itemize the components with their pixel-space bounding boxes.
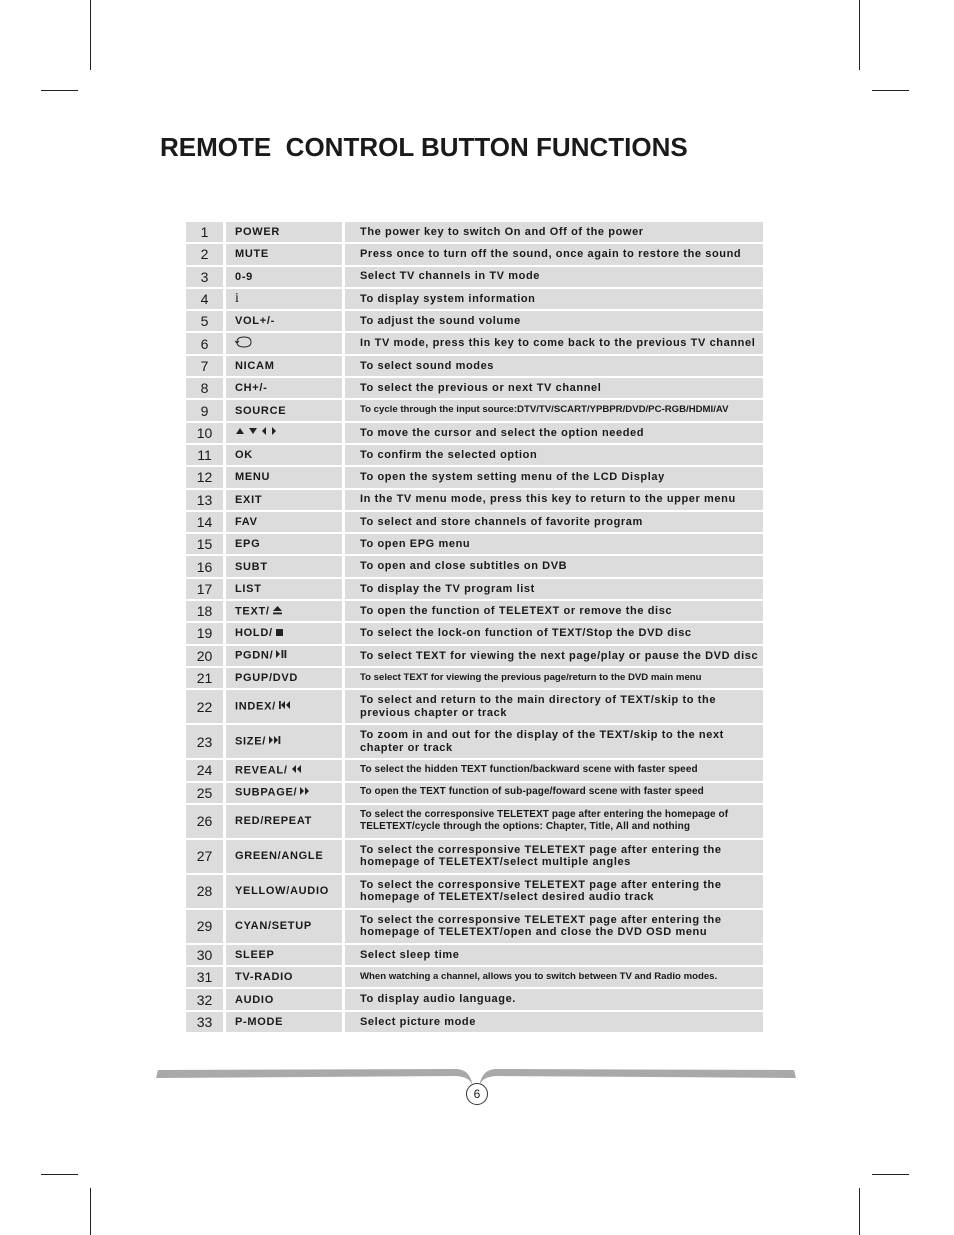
- button-name-cell: [226, 967, 345, 989]
- button-name-cell: [226, 445, 345, 467]
- crop-mark-top-right-h: [872, 90, 909, 91]
- button-name: SUBT: [235, 560, 268, 573]
- table-row: [186, 222, 763, 244]
- button-name: SIZE/: [235, 735, 267, 748]
- row-number: 18: [186, 601, 226, 623]
- table-row: [186, 646, 763, 668]
- table-row: [186, 910, 763, 945]
- info-icon: i: [235, 291, 240, 307]
- crop-mark-top-right-v: [859, 0, 860, 70]
- button-name-cell: [226, 222, 345, 244]
- table-row: [186, 289, 763, 311]
- table-row: [186, 512, 763, 534]
- button-name: LIST: [235, 582, 262, 595]
- button-name: CYAN/SETUP: [235, 920, 312, 933]
- table-row: [186, 400, 763, 422]
- button-name: TEXT/: [235, 605, 270, 618]
- button-name: EXIT: [235, 493, 263, 506]
- button-name-cell: [226, 783, 345, 805]
- button-name: SOURCE: [235, 404, 287, 417]
- button-name-cell: [226, 646, 345, 668]
- button-name: TV-RADIO: [235, 971, 294, 984]
- button-name: NICAM: [235, 359, 275, 372]
- table-row: [186, 967, 763, 989]
- button-name: GREEN/ANGLE: [235, 850, 324, 863]
- function-description: Select TV channels in TV mode: [345, 267, 763, 289]
- button-name-cell: [226, 725, 345, 760]
- play-pause-icon: [275, 649, 287, 662]
- row-number: 29: [186, 910, 226, 945]
- table-row: [186, 244, 763, 266]
- function-description: To select the corresponsive TELETEXT page after entering the homepage of TELETEXT/open and close the DVD OSD menu: [345, 910, 763, 945]
- button-name: MENU: [235, 471, 271, 484]
- function-description: To select TEXT for viewing the next page/play or pause the DVD disc: [345, 646, 763, 668]
- row-number: 5: [186, 311, 226, 333]
- table-row: [186, 356, 763, 378]
- table-row: [186, 490, 763, 512]
- button-name-cell: [226, 805, 345, 840]
- function-description: To open EPG menu: [345, 534, 763, 556]
- function-description: Select picture mode: [345, 1012, 763, 1034]
- button-name-cell: [226, 760, 345, 782]
- function-description: To zoom in and out for the display of the TEXT/skip to the next chapter or track: [345, 725, 763, 760]
- row-number: 19: [186, 623, 226, 645]
- button-name-cell: [226, 945, 345, 967]
- row-number: 11: [186, 445, 226, 467]
- button-name-cell: [226, 623, 345, 645]
- page-number: 6: [466, 1083, 488, 1105]
- table-row: [186, 783, 763, 805]
- button-name-cell: [226, 1012, 345, 1034]
- button-name: 0-9: [235, 270, 253, 283]
- button-name-cell: [226, 910, 345, 945]
- function-description: To adjust the sound volume: [345, 311, 763, 333]
- row-number: 21: [186, 668, 226, 690]
- button-name-cell: [226, 840, 345, 875]
- function-description: To select and return to the main directory of TEXT/skip to the previous chapter or track: [345, 690, 763, 725]
- table-row: [186, 267, 763, 289]
- button-name: MUTE: [235, 248, 269, 261]
- row-number: 14: [186, 512, 226, 534]
- table-row: [186, 668, 763, 690]
- row-number: 25: [186, 783, 226, 805]
- function-description: To open the system setting menu of the LCD Display: [345, 467, 763, 489]
- row-number: 30: [186, 945, 226, 967]
- button-name: HOLD/: [235, 627, 273, 640]
- skip-forward-icon: [268, 735, 281, 748]
- button-name: VOL+/-: [235, 315, 275, 328]
- row-number: 10: [186, 423, 226, 445]
- row-number: 6: [186, 333, 226, 355]
- table-row: [186, 333, 763, 355]
- fast-forward-icon: [299, 786, 311, 799]
- button-name: SLEEP: [235, 948, 275, 961]
- button-name-cell: [226, 579, 345, 601]
- table-row: [186, 760, 763, 782]
- button-functions-table: [186, 222, 763, 1034]
- function-description: To select the corresponsive TELETEXT page after entering the homepage of TELETEXT/select multiple angles: [345, 840, 763, 875]
- table-row: [186, 423, 763, 445]
- button-name-cell: [226, 875, 345, 910]
- row-number: 27: [186, 840, 226, 875]
- button-name-cell: [226, 244, 345, 266]
- table-row: [186, 378, 763, 400]
- button-name-cell: [226, 534, 345, 556]
- table-row: [186, 579, 763, 601]
- table-row: [186, 467, 763, 489]
- table-row: [186, 601, 763, 623]
- button-name-cell: [226, 512, 345, 534]
- stop-icon: [275, 628, 284, 640]
- row-number: 24: [186, 760, 226, 782]
- row-number: 8: [186, 378, 226, 400]
- function-description: To select the corresponsive TELETEXT page after entering the homepage of TELETEXT/select desired audio track: [345, 875, 763, 910]
- function-description: To cycle through the input source:DTV/TV/SCART/YPBPR/DVD/PC-RGB/HDMI/AV: [345, 400, 763, 422]
- function-description: To select the previous or next TV channel: [345, 378, 763, 400]
- button-name-cell: [226, 378, 345, 400]
- button-name: SUBPAGE/: [235, 786, 298, 799]
- crop-mark-bottom-right-h: [872, 1174, 909, 1175]
- button-name-cell: [226, 490, 345, 512]
- button-name: AUDIO: [235, 993, 274, 1006]
- table-row: [186, 556, 763, 578]
- footer-bar-left: [156, 1069, 472, 1084]
- footer-bar-right: [480, 1069, 796, 1084]
- row-number: 2: [186, 244, 226, 266]
- function-description: In TV mode, press this key to come back to the previous TV channel: [345, 333, 763, 355]
- row-number: 9: [186, 400, 226, 422]
- button-name: INDEX/: [235, 700, 276, 713]
- table-row: [186, 623, 763, 645]
- crop-mark-bottom-right-v: [859, 1188, 860, 1235]
- row-number: 4: [186, 289, 226, 311]
- function-description: To move the cursor and select the option needed: [345, 423, 763, 445]
- button-functions-body: [186, 222, 763, 1034]
- function-description: To display audio language.: [345, 989, 763, 1011]
- button-name-cell: [226, 989, 345, 1011]
- button-name-cell: [226, 289, 345, 311]
- function-description: To confirm the selected option: [345, 445, 763, 467]
- function-description: To select TEXT for viewing the previous page/return to the DVD main menu: [345, 668, 763, 690]
- button-name-cell: [226, 601, 345, 623]
- crop-mark-top-left-h: [41, 90, 78, 91]
- eject-icon: [272, 605, 283, 618]
- button-name-cell: [226, 668, 345, 690]
- skip-back-icon: [278, 700, 291, 713]
- button-name: POWER: [235, 226, 281, 239]
- row-number: 33: [186, 1012, 226, 1034]
- table-row: [186, 840, 763, 875]
- function-description: To open the function of TELETEXT or remove the disc: [345, 601, 763, 623]
- table-row: [186, 805, 763, 840]
- row-number: 13: [186, 490, 226, 512]
- return-icon: [235, 336, 253, 351]
- function-description: In the TV menu mode, press this key to return to the upper menu: [345, 490, 763, 512]
- row-number: 15: [186, 534, 226, 556]
- button-name-cell: [226, 356, 345, 378]
- page-title: REMOTE CONTROL BUTTON FUNCTIONS: [160, 132, 688, 162]
- crop-mark-bottom-left-h: [41, 1174, 78, 1175]
- button-name-cell: [226, 467, 345, 489]
- row-number: 23: [186, 725, 226, 760]
- button-name: REVEAL/: [235, 764, 288, 777]
- table-row: [186, 534, 763, 556]
- button-name: FAV: [235, 516, 258, 528]
- function-description: To select sound modes: [345, 356, 763, 378]
- button-name: P-MODE: [235, 1015, 284, 1028]
- button-name-cell: [226, 400, 345, 422]
- button-name: PGDN/: [235, 649, 274, 662]
- row-number: 28: [186, 875, 226, 910]
- table-row: [186, 445, 763, 467]
- row-number: 26: [186, 805, 226, 840]
- table-row: [186, 690, 763, 725]
- row-number: 20: [186, 646, 226, 668]
- function-description: To select the corresponsive TELETEXT page after entering the homepage of TELETEXT/cycle through the options: Chapter, Title, All and nothing: [345, 805, 763, 840]
- row-number: 3: [186, 267, 226, 289]
- row-number: 22: [186, 690, 226, 725]
- rewind-icon: [290, 764, 302, 777]
- arrow-keys-icon: [235, 426, 281, 439]
- button-name-cell: [226, 690, 345, 725]
- function-description: Select sleep time: [345, 945, 763, 967]
- button-name-cell: [226, 311, 345, 333]
- crop-mark-top-left-v: [90, 0, 91, 70]
- function-description: When watching a channel, allows you to switch between TV and Radio modes.: [345, 967, 763, 989]
- function-description: To select and store channels of favorite program: [345, 512, 763, 534]
- row-number: 32: [186, 989, 226, 1011]
- function-description: To open the TEXT function of sub-page/foward scene with faster speed: [345, 783, 763, 805]
- button-name: CH+/-: [235, 382, 268, 395]
- button-name-cell: [226, 556, 345, 578]
- table-row: [186, 725, 763, 760]
- row-number: 1: [186, 222, 226, 244]
- row-number: 31: [186, 967, 226, 989]
- function-description: The power key to switch On and Off of the power: [345, 222, 763, 244]
- row-number: 17: [186, 579, 226, 601]
- button-name: OK: [235, 449, 253, 462]
- button-name-cell: [226, 423, 345, 445]
- crop-mark-bottom-left-v: [90, 1188, 91, 1235]
- row-number: 16: [186, 556, 226, 578]
- function-description: Press once to turn off the sound, once again to restore the sound: [345, 244, 763, 266]
- row-number: 12: [186, 467, 226, 489]
- table-row: [186, 875, 763, 910]
- button-name: EPG: [235, 538, 261, 551]
- table-row: [186, 945, 763, 967]
- table-row: [186, 989, 763, 1011]
- button-name: YELLOW/AUDIO: [235, 885, 329, 898]
- button-name-cell: [226, 333, 345, 355]
- function-description: To display system information: [345, 289, 763, 311]
- table-row: [186, 311, 763, 333]
- function-description: To display the TV program list: [345, 579, 763, 601]
- table-row: [186, 1012, 763, 1034]
- button-name-cell: [226, 267, 345, 289]
- row-number: 7: [186, 356, 226, 378]
- button-name: RED/REPEAT: [235, 815, 313, 828]
- button-name: PGUP/DVD: [235, 672, 299, 685]
- function-description: To select the lock-on function of TEXT/Stop the DVD disc: [345, 623, 763, 645]
- function-description: To open and close subtitles on DVB: [345, 556, 763, 578]
- function-description: To select the hidden TEXT function/backward scene with faster speed: [345, 760, 763, 782]
